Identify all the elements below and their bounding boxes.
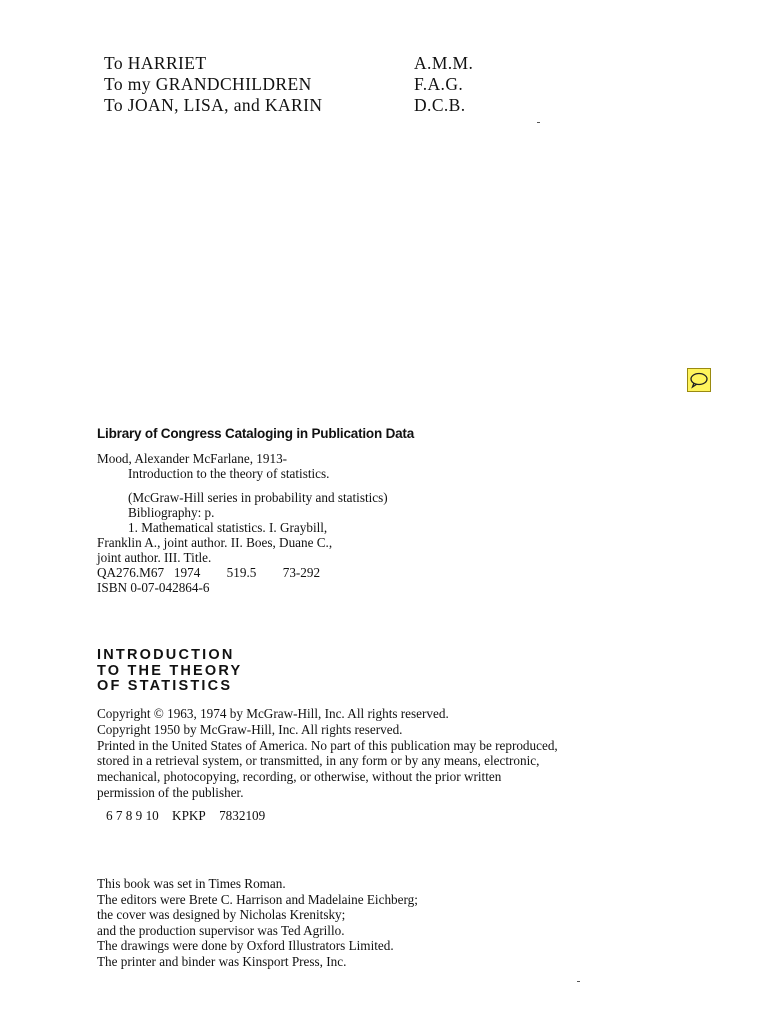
colophon-line: and the production supervisor was Ted Agrillo. [97,922,345,938]
dedication-initials: F.A.G. [414,74,464,94]
book-title-line: OF STATISTICS [97,678,233,694]
colophon-line: The drawings were done by Oxford Illustrators Limited. [97,938,394,954]
colophon-line: the cover was designed by Nicholas Krenitsky; [97,907,346,923]
cip-coauthor: Franklin A., joint author. II. Boes, Duane C., [97,535,333,550]
colophon-line: The printer and binder was Kinsport Press, Inc. [97,953,347,969]
cip-subject: 1. Mathematical statistics. I. Graybill, [128,520,328,535]
book-title-line: TO THE THEORY [97,662,243,679]
cip-author: Mood, Alexander McFarlane, 1913- [97,451,288,466]
colophon-line: This book was set in Times Roman. [97,876,286,891]
print-code: KPKP [172,808,206,823]
print-numbers: 6 7 8 9 10 [106,808,159,823]
print-serial: 7832109 [219,808,266,823]
copyright-line: Copyright 1950 by McGraw-Hill, Inc. All rights reserved. [97,721,403,737]
book-title [97,648,242,695]
scan-speck [537,122,540,123]
cip-bibliography: Bibliography: p. [128,505,215,520]
dedication-recipient: To my GRANDCHILDREN [104,74,312,94]
cip-isbn: ISBN 0-07-042864-6 [97,580,210,595]
cip-heading: Library of Congress Cataloging in Publication Data [97,426,415,441]
copyright-line: permission of the publisher. [97,784,244,800]
dedication-recipient: To JOAN, LISA, and KARIN [104,95,323,115]
copyright-line: Printed in the United States of America. No part of this publication may be reproduced, [97,737,558,753]
colophon [97,876,418,970]
cip-joint: joint author. III. Title. [97,550,212,565]
copyright-line: stored in a retrieval system, or transmitted, in any form or by any means, electronic, [97,753,540,769]
comment-icon[interactable] [687,368,711,392]
dedication-initials: D.C.B. [414,95,466,115]
cip-series: (McGraw-Hill series in probability and statistics) [128,490,388,505]
cip-title: Introduction to the theory of statistics. [128,466,330,481]
print-line [106,808,275,824]
speech-bubble-icon [688,369,710,391]
copyright-line: mechanical, photocopying, recording, or otherwise, without the prior written [97,769,502,785]
cip-record [97,451,388,595]
cip-classification: QA276.M67 1974 519.5 73-292 [97,565,321,580]
scan-speck [577,981,580,982]
dedication-initials: A.M.M. [414,53,474,73]
book-title-line: INTRODUCTION [97,647,235,663]
copyright-notice [97,706,558,801]
colophon-line: The editors were Brete C. Harrison and Madelaine Eichberg; [97,891,418,907]
copyright-line: Copyright © 1963, 1974 by McGraw-Hill, Inc. All rights reserved. [97,706,449,721]
dedication-recipient: To HARRIET [104,53,207,73]
